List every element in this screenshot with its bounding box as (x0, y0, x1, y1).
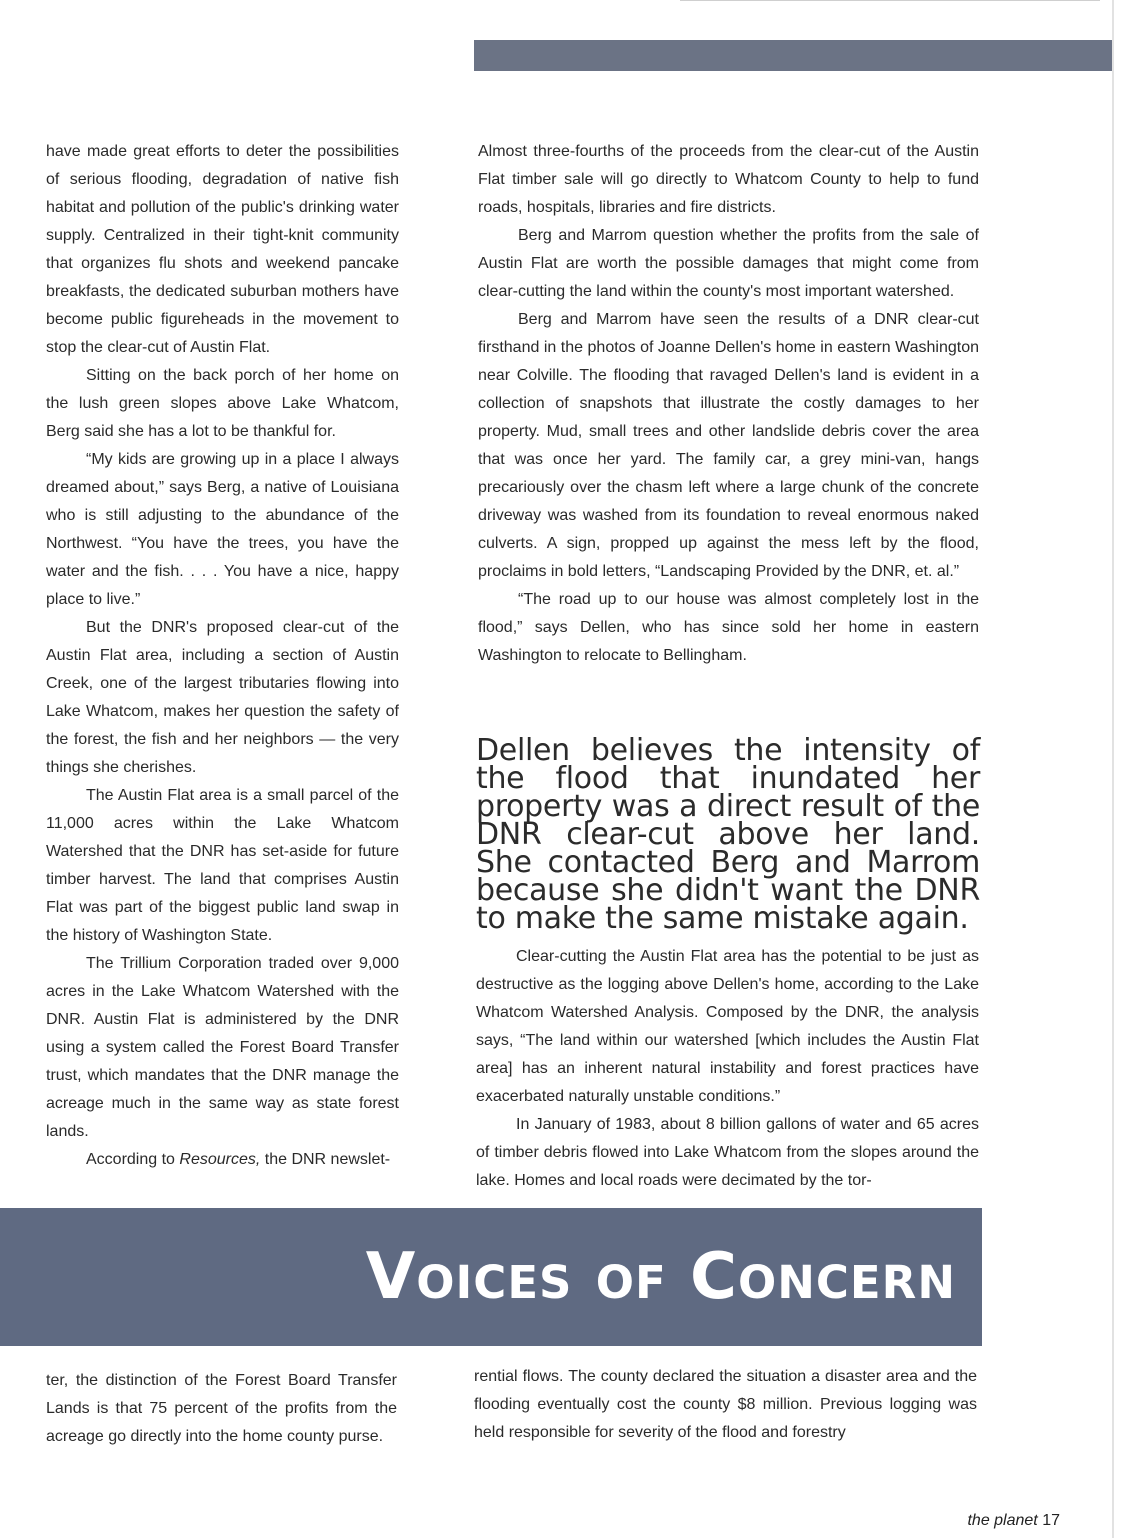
paragraph: In January of 1983, about 8 billion gallons of water and 65 acres of timber debris flowed into Lake Whatcom from the slopes around the lake. Homes and local roads were decimated by the tor- (476, 1116, 979, 1189)
header-bar (474, 40, 1112, 71)
paragraph: ter, the distinction of the Forest Board Transfer Lands is that 75 percent of the profits from the acreage go directly into the home county purse. (46, 1372, 397, 1445)
paragraph: But the DNR's proposed clear-cut of the Austin Flat area, including a section of Austin Creek, one of the largest tributaries flowing into Lake Whatcom, makes her question the safety of the forest, the fish and her neighbors — the very things she cherishes. (46, 619, 399, 776)
paragraph: Almost three-fourths of the proceeds from the clear-cut of the Austin Flat timber sale will go directly to Whatcom County to help to fund roads, hospitals, libraries and fire districts. (478, 143, 979, 216)
paragraph: Berg and Marrom have seen the results of a DNR clear-cut firsthand in the photos of Joanne Dellen's home in eastern Washington near Colville. The flooding that ravaged Dellen's land is evident in a collection of snapshots that illustrate the costly damages to her property. Mud, small trees and other landslide debris cover the area that was once her yard. The family car, a grey mini-van, hangs precariously over the chasm left where a large chunk of the concrete driveway was washed from its foundation to reveal enormous naked culverts. A sign, propped up against the mess left by the flood, proclaims in bold letters, “Landscaping Provided by the DNR, et. al.” (478, 311, 979, 580)
right-column-bottom (474, 1363, 977, 1447)
title-band (0, 1208, 982, 1346)
paragraph: Sitting on the back porch of her home on the lush green slopes above Lake Whatcom, Berg said she has a lot to be thankful for. (46, 367, 399, 440)
article-title: Voices of Concern (365, 1240, 956, 1314)
text-run: According to (86, 1151, 180, 1168)
paragraph: “My kids are growing up in a place I always dreamed about,” says Berg, a native of Louisiana who is still adjusting to the abundance of the Northwest. “You have the trees, you have the water and the fish. . . . You have a nice, happy place to live.” (46, 451, 399, 608)
paragraph: “The road up to our house was almost completely lost in the flood,” says Dellen, who has since sold her home in eastern Washington to relocate to Bellingham. (478, 591, 979, 664)
left-column-bottom (46, 1367, 397, 1451)
page-edge (1112, 0, 1114, 1538)
paragraph: Berg and Marrom question whether the profits from the sale of Austin Flat are worth the possible damages that might come from clear-cutting the land within the county's most important watershed. (478, 227, 979, 300)
page-footer (967, 1512, 1060, 1530)
left-column-top (46, 138, 399, 1174)
paragraph: rential flows. The county declared the situation a disaster area and the flooding eventually cost the county $8 million. Previous logging was held responsible for severity of the flood and forestry (474, 1368, 977, 1441)
paragraph: Clear-cutting the Austin Flat area has the potential to be just as destructive as the logging above Dellen's home, according to the Lake Whatcom Watershed Analysis. Composed by the DNR, the analysis says, “The land within our watershed [which includes the Austin Flat area] has an inherent natural instability and forest practices have exacerbated naturally unstable conditions.” (476, 948, 979, 1105)
page-number: 17 (1042, 1512, 1060, 1529)
top-rule (680, 0, 1100, 1)
magazine-name: the planet (967, 1512, 1038, 1529)
pull-quote: Dellen believes the intensity of the flood that inundated her property was a direct result of the DNR clear-cut above her land. She contacted Berg and Marrom because she didn't want the DNR to make the same mistake again. (476, 733, 980, 936)
text-run: the DNR newslet- (260, 1151, 391, 1168)
paragraph: The Austin Flat area is a small parcel of the 11,000 acres within the Lake Whatcom Watershed that the DNR has set-aside for future timber harvest. The land that comprises Austin Flat was part of the biggest public land swap in the history of Washington State. (46, 787, 399, 944)
paragraph: have made great efforts to deter the possibilities of serious flooding, degradation of native fish habitat and pollution of the public's drinking water supply. Centralized in their tight-knit community that organizes flu shots and weekend pancake breakfasts, the dedicated suburban mothers have become public figureheads in the movement to stop the clear-cut of Austin Flat. (46, 143, 399, 356)
paragraph-continued (46, 1146, 399, 1174)
right-column-top (478, 138, 979, 670)
paragraph: The Trillium Corporation traded over 9,000 acres in the Lake Whatcom Watershed with the DNR. Austin Flat is administered by the DNR using a system called the Forest Board Transfer trust, which mandates that the DNR manage the acreage much in the same way as state forest lands. (46, 955, 399, 1140)
publication-name: Resources, (179, 1151, 261, 1168)
right-column-middle (476, 943, 979, 1195)
